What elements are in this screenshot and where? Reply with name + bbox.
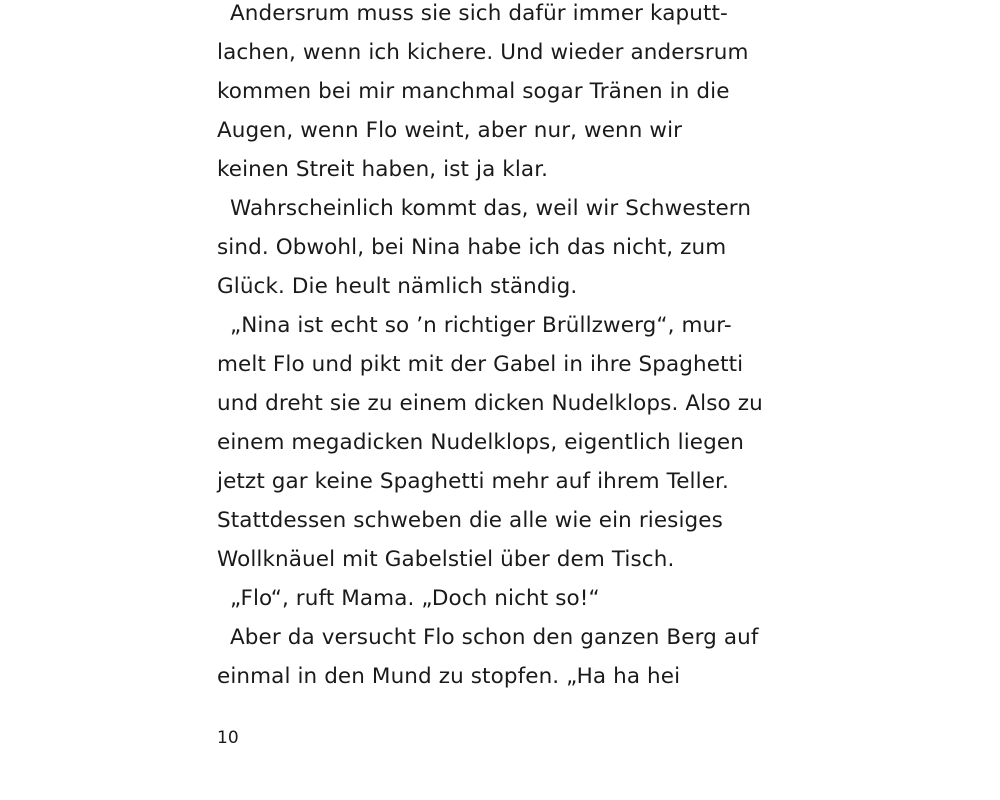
text-line: lachen, wenn ich kichere. Und wieder andersrum bbox=[217, 40, 749, 65]
page-text bbox=[217, 0, 763, 696]
text-line: „Flo“, ruft Mama. „Doch nicht so!“ bbox=[230, 586, 600, 611]
text-line: keinen Streit haben, ist ja klar. bbox=[217, 157, 549, 182]
text-line: Andersrum muss sie sich dafür immer kaputt- bbox=[230, 1, 728, 26]
text-line: melt Flo und pikt mit der Gabel in ihre Spaghetti bbox=[217, 352, 744, 377]
text-line: sind. Obwohl, bei Nina habe ich das nicht, zum bbox=[217, 235, 727, 260]
text-line: Glück. Die heult nämlich ständig. bbox=[217, 274, 578, 299]
text-line: Stattdessen schweben die alle wie ein riesiges bbox=[217, 508, 723, 533]
text-line: kommen bei mir manchmal sogar Tränen in die bbox=[217, 79, 730, 104]
text-line: Aber da versucht Flo schon den ganzen Berg auf bbox=[230, 625, 759, 650]
text-line: Augen, wenn Flo weint, aber nur, wenn wir bbox=[217, 118, 683, 143]
text-line: einem megadicken Nudelklops, eigentlich liegen bbox=[217, 430, 744, 455]
text-line: Wollknäuel mit Gabelstiel über dem Tisch. bbox=[217, 547, 675, 572]
text-line: „Nina ist echt so ’n richtiger Brüllzwerg“, mur- bbox=[230, 313, 732, 338]
text-line: Wahrscheinlich kommt das, weil wir Schwestern bbox=[230, 196, 752, 221]
text-line: einmal in den Mund zu stopfen. „Ha ha hei bbox=[217, 664, 681, 689]
page-number: 10 bbox=[217, 728, 239, 748]
text-line: und dreht sie zu einem dicken Nudelklops. Also zu bbox=[217, 391, 763, 416]
text-line: jetzt gar keine Spaghetti mehr auf ihrem Teller. bbox=[217, 469, 729, 494]
